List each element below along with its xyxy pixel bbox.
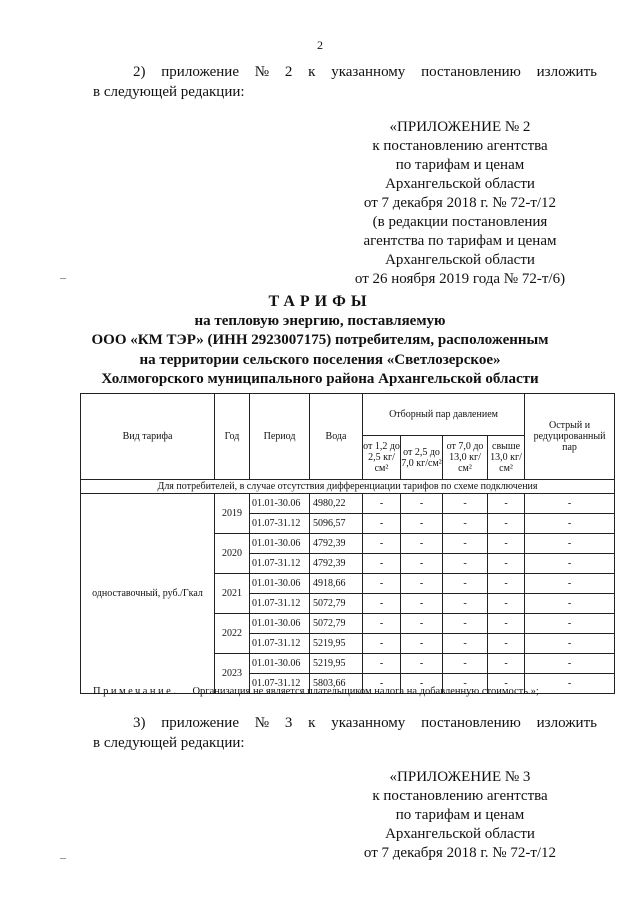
dash-cell: - (401, 594, 443, 614)
title-line: на тепловую энергию, поставляемую (194, 312, 446, 329)
dash-cell: - (363, 674, 401, 694)
dash-cell: - (401, 514, 443, 534)
dash-cell: - (401, 554, 443, 574)
period-cell: 01.07-31.12 (250, 674, 310, 694)
title-line: Холмогорского муниципального района Архангельской области (101, 371, 539, 387)
dash-cell: - (443, 574, 488, 594)
para2-word: 2 (284, 64, 293, 80)
header-sharp-steam: Острый и редуцированный пар (525, 394, 615, 480)
water-cell: 4980,22 (310, 494, 363, 514)
water-cell: 5096,57 (310, 514, 363, 534)
para2-word: № (254, 64, 270, 80)
dash-cell: - (363, 634, 401, 654)
appendix-line: (в редакции постановления (372, 214, 548, 230)
header-year: Год (215, 394, 250, 480)
note-label: Примечание. (93, 686, 179, 697)
tariffs-title (0, 292, 640, 390)
scan-mark (60, 858, 66, 859)
year-cell: 2023 (215, 654, 250, 694)
dash-cell: - (488, 594, 525, 614)
dash-cell: - (443, 534, 488, 554)
dash-cell: - (443, 634, 488, 654)
tariff-label: одноставочный, руб./Гкал (81, 494, 215, 694)
para2-word: к (308, 64, 316, 80)
title-line: ООО «КМ ТЭР» (ИНН 2923007175) потребителям, расположенным (91, 332, 549, 348)
dash-cell: - (525, 494, 615, 514)
dash-cell: - (401, 654, 443, 674)
header-tariff-type: Вид тарифа (81, 394, 215, 480)
para3-word: приложение (161, 715, 239, 731)
water-cell: 4792,39 (310, 534, 363, 554)
para2-word: постановлению (421, 64, 521, 80)
period-cell: 01.01-30.06 (250, 534, 310, 554)
para3-word: № (254, 715, 270, 731)
dash-cell: - (363, 614, 401, 634)
section-label: Для потребителей, в случае отсутствия дифференциации тарифов по схеме подключения (81, 480, 615, 494)
appendix-line: по тарифам и ценам (395, 157, 525, 173)
para2-word: изложить (536, 64, 597, 80)
dash-cell: - (525, 574, 615, 594)
para3-line1 (133, 714, 597, 733)
dash-cell: - (363, 494, 401, 514)
dash-cell: - (488, 634, 525, 654)
dash-cell: - (488, 494, 525, 514)
title-line: на территории сельского поселения «Светлозерское» (139, 351, 501, 368)
dash-cell: - (525, 554, 615, 574)
para3-line2: в следующей редакции: (93, 735, 245, 751)
header-steam-pressure: Отборный пар давлением (363, 394, 525, 436)
dash-cell: - (443, 554, 488, 574)
dash-cell: - (401, 674, 443, 694)
dash-cell: - (443, 514, 488, 534)
dash-cell: - (525, 614, 615, 634)
dash-cell: - (488, 614, 525, 634)
water-cell: 4918,66 (310, 574, 363, 594)
appendix-line: по тарифам и ценам (395, 807, 525, 823)
para2-word: приложение (161, 64, 239, 80)
dash-cell: - (488, 534, 525, 554)
period-cell: 01.07-31.12 (250, 634, 310, 654)
header-pressure-4: свыше 13,0 кг/см² (488, 436, 525, 480)
appendix-line: «ПРИЛОЖЕНИЕ № 3 (389, 769, 531, 785)
dash-cell: - (443, 654, 488, 674)
appendix-line: от 7 декабря 2018 г. № 72-т/12 (363, 195, 557, 211)
table-note (93, 686, 539, 697)
water-cell: 5072,79 (310, 614, 363, 634)
header-pressure-3: от 7,0 до 13,0 кг/см² (443, 436, 488, 480)
dash-cell: - (525, 594, 615, 614)
period-cell: 01.01-30.06 (250, 574, 310, 594)
table-row (81, 494, 615, 514)
scan-mark (60, 278, 66, 279)
period-cell: 01.07-31.12 (250, 554, 310, 574)
dash-cell: - (488, 574, 525, 594)
dash-cell: - (401, 634, 443, 654)
dash-cell: - (488, 674, 525, 694)
dash-cell: - (363, 534, 401, 554)
dash-cell: - (363, 554, 401, 574)
page-number: 2 (317, 38, 323, 52)
appendix2-header (340, 118, 580, 289)
appendix-line: агентства по тарифам и ценам (363, 233, 557, 249)
year-cell: 2021 (215, 574, 250, 614)
water-cell: 5219,95 (310, 634, 363, 654)
water-cell: 4792,39 (310, 554, 363, 574)
year-cell: 2022 (215, 614, 250, 654)
dash-cell: - (363, 654, 401, 674)
dash-cell: - (443, 674, 488, 694)
dash-cell: - (443, 494, 488, 514)
dash-cell: - (488, 514, 525, 534)
para2-line2: в следующей редакции: (93, 84, 245, 100)
dash-cell: - (363, 574, 401, 594)
year-cell: 2020 (215, 534, 250, 574)
header-pressure-2: от 2,5 до 7,0 кг/см² (401, 436, 443, 480)
appendix3-header (340, 768, 580, 863)
appendix-line: «ПРИЛОЖЕНИЕ № 2 (389, 119, 531, 135)
water-cell: 5072,79 (310, 594, 363, 614)
header-water: Вода (310, 394, 363, 480)
dash-cell: - (401, 494, 443, 514)
tariffs-table (80, 393, 615, 694)
para3-word: 3) (133, 715, 146, 731)
note-text: Организация не является плательщиком налога на добавленную стоимость.»; (192, 686, 539, 697)
period-cell: 01.01-30.06 (250, 654, 310, 674)
para2-line1 (133, 63, 597, 82)
dash-cell: - (525, 634, 615, 654)
water-cell: 5803,66 (310, 674, 363, 694)
period-cell: 01.01-30.06 (250, 494, 310, 514)
dash-cell: - (401, 534, 443, 554)
dash-cell: - (401, 614, 443, 634)
dash-cell: - (363, 594, 401, 614)
appendix-line: от 26 ноября 2019 года № 72-т/6) (354, 271, 566, 287)
para3-word: постановлению (421, 715, 521, 731)
appendix-line: к постановлению агентства (372, 788, 548, 804)
appendix-line: Архангельской области (385, 176, 535, 192)
appendix-line: от 7 декабря 2018 г. № 72-т/12 (363, 845, 557, 861)
dash-cell: - (525, 514, 615, 534)
para3-word: 3 (284, 715, 293, 731)
dash-cell: - (525, 534, 615, 554)
header-period: Период (250, 394, 310, 480)
title-heading: ТАРИФЫ (268, 293, 372, 310)
appendix-line: к постановлению агентства (372, 138, 548, 154)
para2-word: 2) (133, 64, 146, 80)
dash-cell: - (363, 514, 401, 534)
period-cell: 01.01-30.06 (250, 614, 310, 634)
dash-cell: - (525, 654, 615, 674)
dash-cell: - (488, 654, 525, 674)
appendix-line: Архангельской области (385, 826, 535, 842)
para3-word: к (308, 715, 316, 731)
header-pressure-1: от 1,2 до 2,5 кг/см² (363, 436, 401, 480)
year-cell: 2019 (215, 494, 250, 534)
para3-word: изложить (536, 715, 597, 731)
water-cell: 5219,95 (310, 654, 363, 674)
appendix-line: Архангельской области (385, 252, 535, 268)
period-cell: 01.07-31.12 (250, 514, 310, 534)
para2-word: указанному (331, 64, 406, 80)
para3-word: указанному (331, 715, 406, 731)
dash-cell: - (525, 674, 615, 694)
dash-cell: - (401, 574, 443, 594)
period-cell: 01.07-31.12 (250, 594, 310, 614)
dash-cell: - (488, 554, 525, 574)
dash-cell: - (443, 614, 488, 634)
dash-cell: - (443, 594, 488, 614)
